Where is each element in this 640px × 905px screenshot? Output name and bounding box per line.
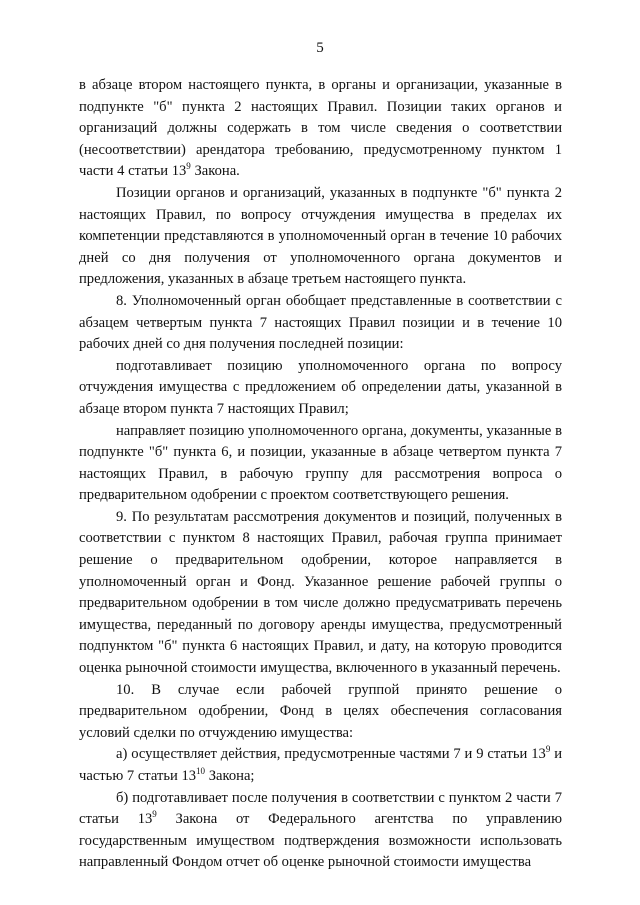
paragraph-text: подготавливает позицию уполномоченного органа по вопросу отчуждения имущества с предложением об определении даты, указанной в абзаце втором пункта 7 настоящих Правил; xyxy=(79,357,562,417)
paragraph xyxy=(79,421,562,507)
paragraph-text: и частью 7 статьи 13 xyxy=(79,746,562,784)
paragraph-text: Закона; xyxy=(205,768,255,784)
superscript: 9 xyxy=(152,809,157,820)
paragraph-text: Закона. xyxy=(190,163,240,180)
superscript: 9 xyxy=(186,161,191,172)
page-number: 5 xyxy=(316,40,324,56)
document-body xyxy=(79,75,562,874)
paragraph xyxy=(79,183,562,291)
paragraph xyxy=(79,788,562,874)
paragraph xyxy=(79,507,562,680)
paragraph-text: б) подготавливает после получения в соответствии с пунктом 2 части 7 статьи 13 xyxy=(79,789,562,828)
paragraph-text: 10. В случае если рабочей группой принято решение о предварительном одобрении, Фонд в целях обеспечения согласования условий сделки по отчуждению имущества: xyxy=(79,681,562,741)
paragraph xyxy=(79,291,562,356)
paragraph-text: направляет позицию уполномоченного органа, документы, указанные в подпункте "б" пункта 6, и позиции, указанные в абзаце четвертом пункта 7 настоящих Правил, в рабочую группу для рассмотрения вопроса о предварительном одобрении с проектом соответствующего решения. xyxy=(79,422,562,504)
paragraph-text: Закона от Федерального агентства по управлению государственным имуществом подтверждения возможности использовать направленный Фондом отчет об оценке рыночной стоимости имущества xyxy=(79,811,563,871)
paragraph xyxy=(79,75,562,183)
paragraph-text: в абзаце втором настоящего пункта, в органы и организации, указанные в подпункте "б" пункта 2 настоящих Правил. Позиции таких органов и организаций должны содержать в том числе сведения о соответствии (несоответствии) арендатора требованию, предусмотренному пунктом 1 части 4 статьи 13 xyxy=(79,77,562,180)
paragraph-text: 8. Уполномоченный орган обобщает представленные в соответствии с абзацем четвертым пункта 7 настоящих Правил позиции и в течение 10 рабочих дней со дня получения последней позиции: xyxy=(79,292,562,353)
paragraph xyxy=(79,744,562,787)
paragraph-text: 9. По результатам рассмотрения документов и позиций, полученных в соответствии с пунктом 8 настоящих Правил, рабочая группа принимает решение о предварительном одобрении, которое направляется в уполномоченный орган и Фонд. Указанное решение рабочей группы о предварительном одобрении в том числе должно предусматривать перечень имущества, переданный по договору аренды имущества, предусмотренный подпунктом "б" пункта 6 настоящих Правил, и дату, на которую проводится оценка рыночной стоимости имущества, включенного в указанный перечень. xyxy=(79,508,562,677)
paragraph-text: а) осуществляет действия, предусмотренные частями 7 и 9 статьи 13 xyxy=(116,746,546,763)
paragraph xyxy=(79,356,562,421)
paragraph-text: Позиции органов и организаций, указанных в подпункте "б" пункта 2 настоящих Правил, по вопросу отчуждения имущества в пределах их компетенции представляются в уполномоченный орган в течение 10 рабочих дней со дня получения от уполномоченного органа документов и предложения, указанных в абзаце третьем настоящего пункта. xyxy=(79,184,562,288)
superscript: 9 xyxy=(545,744,551,755)
paragraph xyxy=(79,680,562,745)
superscript: 10 xyxy=(196,766,206,776)
